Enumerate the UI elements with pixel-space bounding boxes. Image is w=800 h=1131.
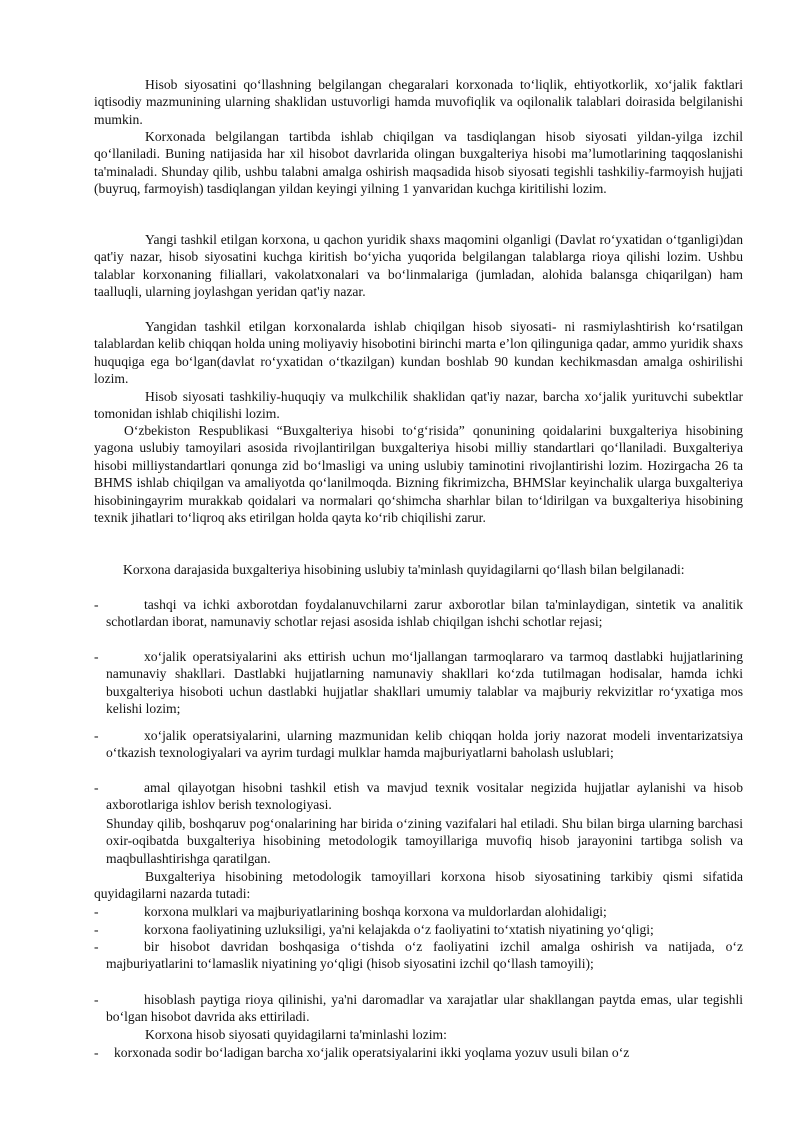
dash-bullet: - [94, 904, 99, 919]
list-item-text: korxona mulklari va majburiyatlarining boshqa korxona va muldorlardan alohidaligi; [144, 904, 607, 919]
paragraph-policy-intro: Korxona hisob siyosati quyidagilarni ta'minlashi lozim: [145, 1027, 447, 1042]
list-item [94, 727, 743, 762]
paragraph-3: Yangi tashkil etilgan korxona, u qachon yuridik shaxs maqomini olganligi (Davlat ro‘yxatidan o‘tganligi)dan qat'iy nazar, hisob siyosatini kuchga kiritish bo‘yicha yuqorida belgilangan talablarga rioya qilishi lozim. Ushbu talablar korxonaning filiallari, vakolatxonalari va bo‘linmalariga (jumladan, alohida balansga chiqarilgan) ham taalluqli, ularning joylashgan yeridan qat'iy nazar. [94, 232, 743, 300]
dash-bullet: - [94, 1045, 99, 1060]
paragraph-after-list: Shunday qilib, boshqaruv pog‘onalarining har birida o‘zining vazifalari hal etiladi. Shu bilan birga ularning barchasi oxir-oqibatda buxgalteriya hisobining metodologik tamoyillariga muvofiq hisob jarayonini tartibga solish va maqbullashtirishga qaratilgan. [106, 816, 743, 866]
list-item [94, 596, 743, 631]
paragraph-principles-intro: Buxgalteriya hisobining metodologik tamoyillari korxona hisob siyosatining tarkibiy qismi sifatida quyidagilarni nazarda tutadi: [94, 869, 743, 902]
list-item [94, 1044, 743, 1061]
paragraph-4: Yangidan tashkil etilgan korxonalarda ishlab chiqilgan hisob siyosati- ni rasmiylashtirish ko‘rsatilgan talablardan kelib chiqqan holda uning moliyaviy hisobotini birinchi marta e’lon qilinguniga qadar, ammo yuridik shaxs huquqiga ega bo‘lgan(davlat ro‘yxatidan o‘tkazilgan) kundan boshlab 90 kundan kechikmasdan amalga oshirilishi lozim. [94, 319, 743, 387]
dash-bullet: - [94, 780, 99, 795]
list-item [94, 991, 743, 1026]
list-item-text: xo‘jalik operatsiyalarini aks ettirish uchun mo‘ljallangan tarmoqlararo va tarmoq dastlabki hujjatlarining namunaviy shakllari. Dastlabki hujjatlarning namunaviy shakllari ko‘zda tutilmagan hodisalar, hamda ichki buxgalteriya hisoboti uchun dastlabki hujjatlar shakllari umumiy talablar va majburiy rekvizitlar ro‘yxatiga mos kelishi lozim; [106, 649, 743, 717]
paragraph-2: Korxonada belgilangan tartibda ishlab chiqilgan va tasdiqlangan hisob siyosati yildan-yilga izchil qo‘llaniladi. Buning natijasida har xil hisobot davrlarida olingan buxgalteriya hisobi ma’lumotlarining taqqoslanishi ta'minaladi. Shunday qilib, ushbu talabni amalga oshirish maqsadida hisob siyosati tegishli tashkiliy-farmoyish hujjati (buyruq, farmoyish) tasdiqlangan yildan keyingi yilning 1 yanvaridan kuchga kiritilishi lozim. [94, 129, 743, 197]
list-item-text: korxonada sodir bo‘ladigan barcha xo‘jalik operatsiyalarini ikki yoqlama yozuv usuli bilan o‘z [114, 1045, 630, 1060]
list-item [94, 938, 743, 973]
paragraph-1: Hisob siyosatini qo‘llashning belgilangan chegaralari korxonada to‘liqlik, ehtiyotkorlik, xo‘jalik faktlari iqtisodiy mazmunining ularning shaklidan ustuvorligi hamda muvofiqlik va oqilonalik talablari doirasida belgilanishi mumkin. [94, 77, 743, 127]
list-item-text: hisoblash paytiga rioya qilinishi, ya'ni daromadlar va xarajatlar ular shakllangan paytda emas, ular tegishli bo‘lgan hisobot davrida aks ettiriladi. [106, 992, 743, 1025]
dash-bullet: - [94, 922, 99, 937]
list-item [94, 648, 743, 718]
list-item [94, 921, 743, 938]
paragraph-6: O‘zbekiston Respublikasi “Buxgalteriya hisobi to‘g‘risida” qonunining qoidalarini buxgalteriya hisobining yagona uslubiy tamoyilari asosida rivojlantirilgan buxgalteriya hisobi milliy standartlari qo‘llaniladi. Buxgalteriya hisobi milliystandartlari qonunga zid bo‘lmasligi va uning uslubiy taminotini rivojlantirishi lozim. Hozirgacha 26 ta BHMS ishlab chiqilgan va amaliyotda qo‘lanilmoqda. Bizning fikrimizcha, BHMSlar keyinchalik ularga buxgalteriya hisobiningayrim murakkab qoidalari va normalari qo‘shimcha sharhlar bilan to‘ldirilgan va buxgalteriya hisobining texnik jihatlari to‘liqroq aks etirilgan holda qayta ko‘rib chiqilishi zarur. [94, 423, 743, 526]
paragraph-7: Korxona darajasida buxgalteriya hisobining uslubiy ta'minlash quyidagilarni qo‘llash bilan belgilanadi: [123, 562, 685, 577]
list-item-text: bir hisobot davridan boshqasiga o‘tishda o‘z faoliyatini izchil amalga oshirish va natijada, o‘z majburiyatlarini to‘lamaslik niyatining yo‘qligi (hisob siyosatini izchil qo‘llash tamoyili); [106, 939, 743, 972]
dash-bullet: - [94, 939, 99, 954]
list-item-text: amal qilayotgan hisobni tashkil etish va mavjud texnik vositalar negizida hujjatlar aylanishi va hisob axborotlariga ishlov berish texnologiyasi. [106, 780, 743, 813]
list-item [94, 779, 743, 814]
dash-bullet: - [94, 597, 99, 612]
dash-bullet: - [94, 649, 99, 664]
paragraph-5: Hisob siyosati tashkiliy-huquqiy va mulkchilik shaklidan qat'iy nazar, barcha xo‘jalik yurituvchi subektlar tomonidan ishlab chiqilishi lozim. [94, 389, 743, 422]
dash-bullet: - [94, 992, 99, 1007]
list-item-text: korxona faoliyatining uzluksiligi, ya'ni kelajakda o‘z faoliyatini to‘xtatish niyatining yo‘qligi; [144, 922, 654, 937]
dash-bullet: - [94, 728, 99, 743]
list-item-text: tashqi va ichki axborotdan foydalanuvchilarni zarur axborotlar bilan ta'minlaydigan, sintetik va analitik schotlardan iborat, namunaviy schotlar rejasi asosida ishlab chiqilgan ishchi schotlar rejasi; [106, 597, 743, 630]
list-item-text: xo‘jalik operatsiyalarini, ularning mazmunidan kelib chiqqan holda joriy nazorat modeli inventarizatsiya o‘tkazish texnologiyalari va ayrim turdagi mulklar hamda majburiyatlarni baholash uslublari; [106, 728, 743, 761]
list-item [94, 903, 743, 920]
